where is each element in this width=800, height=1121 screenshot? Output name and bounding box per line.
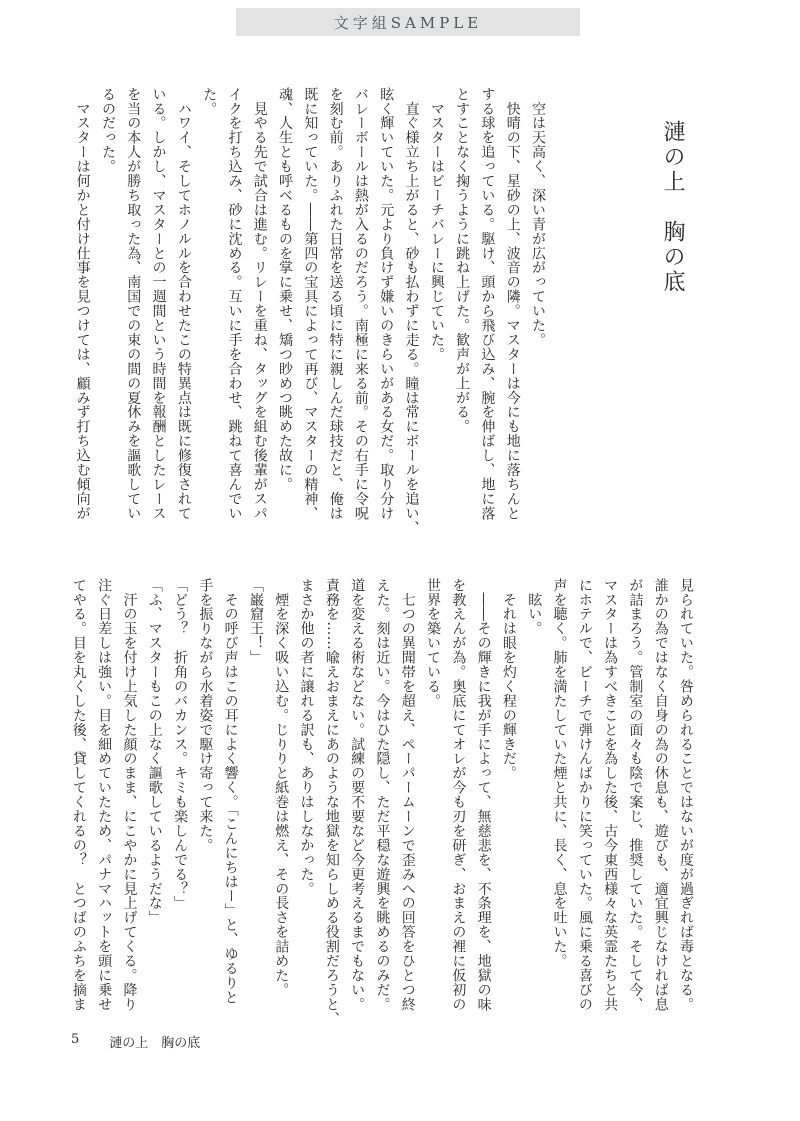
text-line: 責務を……喩えおまえにあのような地獄を知らしめる役割だろうと、	[323, 578, 340, 1026]
text-line: バレーボールは熱が入るのだろう。南極に来る前。その右手に令呪	[352, 87, 369, 521]
text-line: るのだった。	[99, 87, 116, 174]
text-line: マスターは為すべきことを為した後、古今東西様々な英霊たちと共	[602, 578, 619, 1012]
text-line: 声を聴く。肺を満たしていた煙と共に、長く、息を吐いた。	[551, 578, 568, 969]
story-title: 漣の上 胸の底	[660, 120, 685, 295]
text-line: 見られていた。咎められることではないが度が過ぎれば毒となる。	[678, 578, 694, 1012]
text-line: 「どう？ 折角のバカンス。キミも楽しんでる？」	[172, 578, 189, 911]
text-block-upper	[69, 87, 550, 559]
text-line: えた。刻は近い。今はひた隠し、ただ平穏な遊興を眺めるのみだ。	[374, 578, 391, 1012]
text-line: イクを打ち込み、砂に沈める。互いに手を合わせ、跳ねて喜んでい	[226, 87, 243, 521]
text-line: マスターはビーチバレーに興じていた。	[428, 87, 445, 362]
sample-header-label: 文字組SAMPLE	[333, 13, 483, 32]
text-line: 魂、人生とも呼べるものを掌に乗せ、矯つ眇めつ眺めた故に。	[277, 87, 294, 492]
text-line: その呼び声はこの耳によく響く。「こんにちはー」と、ゆるりと	[222, 578, 239, 1005]
text-line: た。	[201, 87, 218, 116]
text-line: とすことなく掬うように跳ね上げた。歓声が上がる。	[454, 87, 471, 434]
text-line: が詰まろう。管制室の面々も陰で案じ、推奨していた。そして今、	[627, 578, 644, 1012]
text-line: 快晴の下、星砂の上、波音の隣。マスターは今にも地に落ちんと	[504, 87, 521, 521]
text-line: を当の本人が勝ち取った為、南国での束の間の夏休みを謳歌してい	[125, 87, 142, 521]
text-line: 七つの異聞帯を超え、ペーパームーンで歪みへの回答をひとつ終	[399, 578, 416, 1012]
text-line: 手を振りながら水着姿で駆け寄って来た。	[197, 578, 214, 853]
text-line: ――その輝きに我が手によって、無慈悲を、不条理を、地獄の味	[475, 578, 492, 1012]
text-line: を教えんが為。奥底にてオレが今も刃を研ぎ、おまえの裡に仮初の	[450, 578, 467, 1012]
text-line: 世界を築いている。	[425, 578, 442, 709]
text-line: 空は天高く、深い青が広がっていた。	[530, 87, 546, 348]
text-line: 注ぐ日差しは強い。目を細めていたため、パナマハットを頭に乗せ	[96, 578, 113, 1012]
text-line: 既に知っていた。――第四の宝具によって再び、マスターの精神、	[302, 87, 319, 521]
footer-running-title: 漣の上 胸の底	[109, 1036, 201, 1051]
text-line: それは眼を灼く程の輝きだ。	[500, 578, 517, 781]
text-line: する球を追っている。駆け、頭から飛び込み、腕を伸ばし、地に落	[479, 87, 496, 521]
text-line: 眩く輝いていた。元より負けず嫌いのきらいがある女だ。取り分け	[378, 87, 395, 521]
text-line: 直ぐ様立ち上がると、砂も払わずに走る。瞳は常にボールを追い、	[403, 87, 420, 535]
text-line: 誰かの為ではなく自身の為の休息も、遊びも、適宜興じなければ息	[652, 578, 669, 1012]
text-line: 見やる先で試合は進む。リレーを重ね、タッグを組む後輩がスパ	[251, 87, 268, 521]
text-line: 汗の玉を付け上気した顔のまま、にこやかに見上げてくる。降り	[121, 578, 138, 1012]
text-line: を刻む前。ありふれた日常を送る頃に特に親しんだ球技だと、俺は	[327, 87, 344, 521]
text-line: にホテルで、ビーチで弾けんばかりに笑っていた。風に乗る喜びの	[576, 578, 593, 1012]
text-line: 眩い。	[526, 578, 543, 636]
text-line: まさか他の者に譲れる訳も、ありはしなかった。	[298, 578, 315, 896]
text-line: 「ふ、マスターもこの上なく謳歌しているようだな」	[146, 578, 163, 925]
text-line: マスターは何かと付け仕事を見つけては、顧みず打ち込む傾向が	[74, 87, 91, 521]
text-line: 道を変える術などない。試練の要不要など今更考えるまでもない。	[349, 578, 366, 1012]
page-number: 5	[71, 1032, 80, 1047]
text-block-lower	[66, 578, 698, 1050]
page-footer	[71, 1032, 200, 1051]
text-line: 「巌窟王！」	[247, 578, 264, 665]
text-line: ハワイ、そしてホノルルを合わせたこの特異点は既に修復されて	[175, 87, 192, 521]
sample-header-bar	[236, 8, 580, 36]
text-line: てやる。目を丸くした後、貸してくれるの？ とつばのふちを摘ま	[70, 578, 87, 1012]
text-line: 煙を深く吸い込む。じりりと紙巻は燃え、その長さを詰めた。	[273, 578, 290, 998]
text-line: いる。しかし、マスターとの一週間という時間を報酬としたレース	[150, 87, 167, 521]
